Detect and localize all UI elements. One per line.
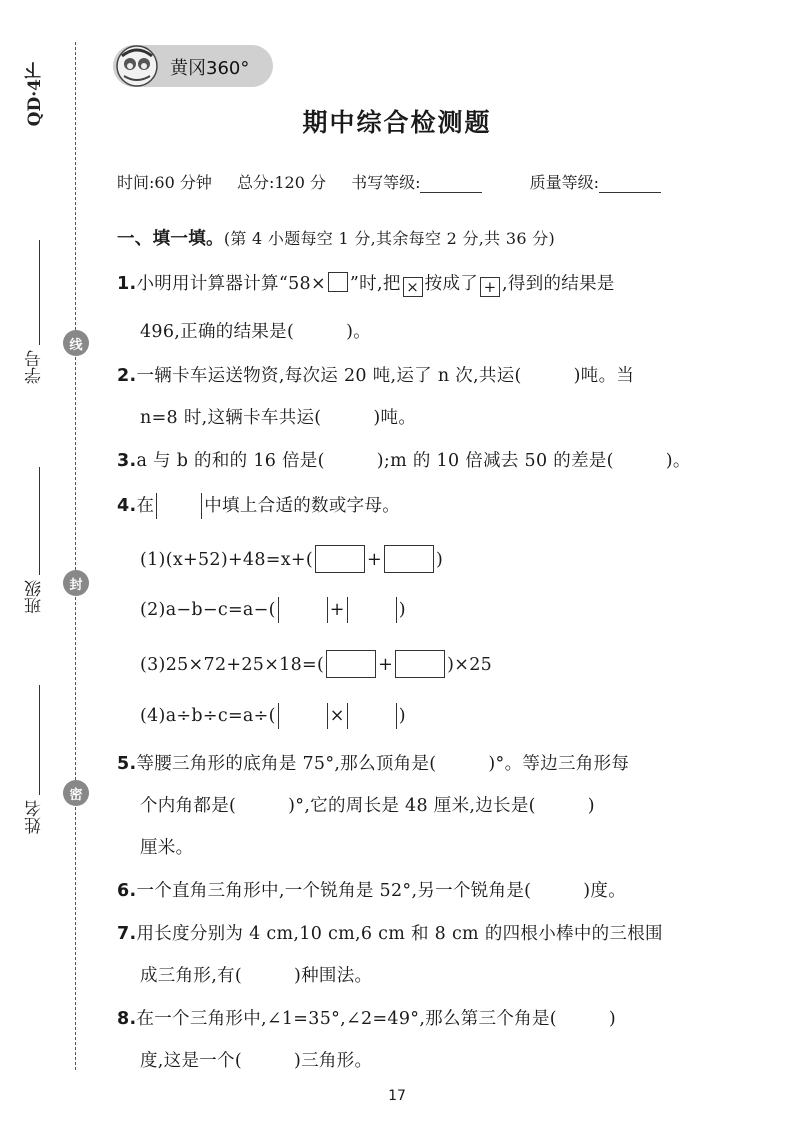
question-4-2: (2)a−b−c=a−( + ) (140, 597, 406, 623)
question-5: 5.等腰三角形的底角是 75°,那么顶角是( )°。等边三角形每 (117, 754, 630, 774)
answer-box[interactable] (395, 650, 445, 678)
question-2: 2.一辆卡车运送物资,每次运 20 吨,运了 n 次,共运( )吨。当 (117, 366, 635, 386)
answer-box[interactable] (384, 545, 434, 573)
binding-dashed-line (75, 42, 76, 1070)
class-label: 班级 (25, 580, 45, 614)
question-8: 8.在一个三角形中,∠1=35°,∠2=49°,那么第三个角是( ) (117, 1009, 617, 1029)
answer-box[interactable] (326, 650, 376, 678)
name-field[interactable] (39, 685, 40, 795)
section-heading: 一、填一填。(第 4 小题每空 1 分,其余每空 2 分,共 36 分) (117, 229, 556, 249)
question-4-1: (1)(x+52)+48=x+( + ) (140, 545, 443, 573)
question-4: 4.在 中填上合适的数或字母。 (117, 492, 400, 519)
page-number: 17 (388, 1088, 406, 1104)
book-code: QD·4下 (25, 62, 45, 127)
brand-name: 黄冈360° (170, 58, 250, 79)
student-id-field[interactable] (39, 240, 40, 345)
blank-box[interactable] (328, 272, 348, 292)
student-id-label: 学号 (25, 350, 45, 384)
question-1: 1.小明用计算器计算“58× ”时,把 × 按成了 + ,得到的结果是 (117, 274, 615, 296)
answer-box[interactable] (278, 703, 328, 729)
times-key-icon: × (403, 277, 423, 297)
question-5-cont: 个内角都是( )°,它的周长是 48 厘米,边长是( ) (140, 796, 595, 816)
score-info: 总分:120 分 (236, 173, 326, 192)
answer-box[interactable] (278, 597, 328, 623)
quality-grade-field[interactable] (599, 178, 661, 193)
question-3: 3.a 与 b 的和的 16 倍是( );m 的 10 倍减去 50 的差是( )。 (117, 451, 691, 471)
quality-grade-label: 质量等级: (529, 173, 599, 192)
exam-info (117, 170, 681, 193)
question-4-4: (4)a÷b÷c=a÷( × ) (140, 703, 406, 729)
name-label: 姓名 (25, 800, 45, 834)
question-2-cont: n=8 时,这辆卡车共运( )吨。 (140, 408, 417, 428)
question-6: 6.一个直角三角形中,一个锐角是 52°,另一个锐角是( )度。 (117, 881, 627, 901)
answer-box[interactable] (315, 545, 365, 573)
writing-grade-field[interactable] (420, 178, 482, 193)
example-box (156, 493, 202, 519)
question-4-3: (3)25×72+25×18=( + )×25 (140, 650, 492, 678)
seal-xian: 线 (63, 330, 89, 356)
answer-box[interactable] (347, 597, 397, 623)
page-title: 期中综合检测题 (302, 108, 492, 137)
question-1-cont: 496,正确的结果是( )。 (140, 322, 372, 342)
seal-mi: 密 (63, 780, 89, 806)
question-7-cont: 成三角形,有( )种围法。 (140, 966, 373, 986)
seal-feng: 封 (63, 570, 89, 596)
plus-key-icon: + (480, 277, 500, 297)
time-info: 时间:60 分钟 (117, 173, 212, 192)
question-7: 7.用长度分别为 4 cm,10 cm,6 cm 和 8 cm 的四根小棒中的三根围 (117, 924, 663, 944)
answer-box[interactable] (347, 703, 397, 729)
question-8-cont: 度,这是一个( )三角形。 (140, 1051, 373, 1071)
mascot-icon (114, 44, 160, 88)
class-field[interactable] (39, 467, 40, 575)
writing-grade-label: 书写等级: (351, 173, 421, 192)
question-5-cont2: 厘米。 (140, 838, 194, 858)
